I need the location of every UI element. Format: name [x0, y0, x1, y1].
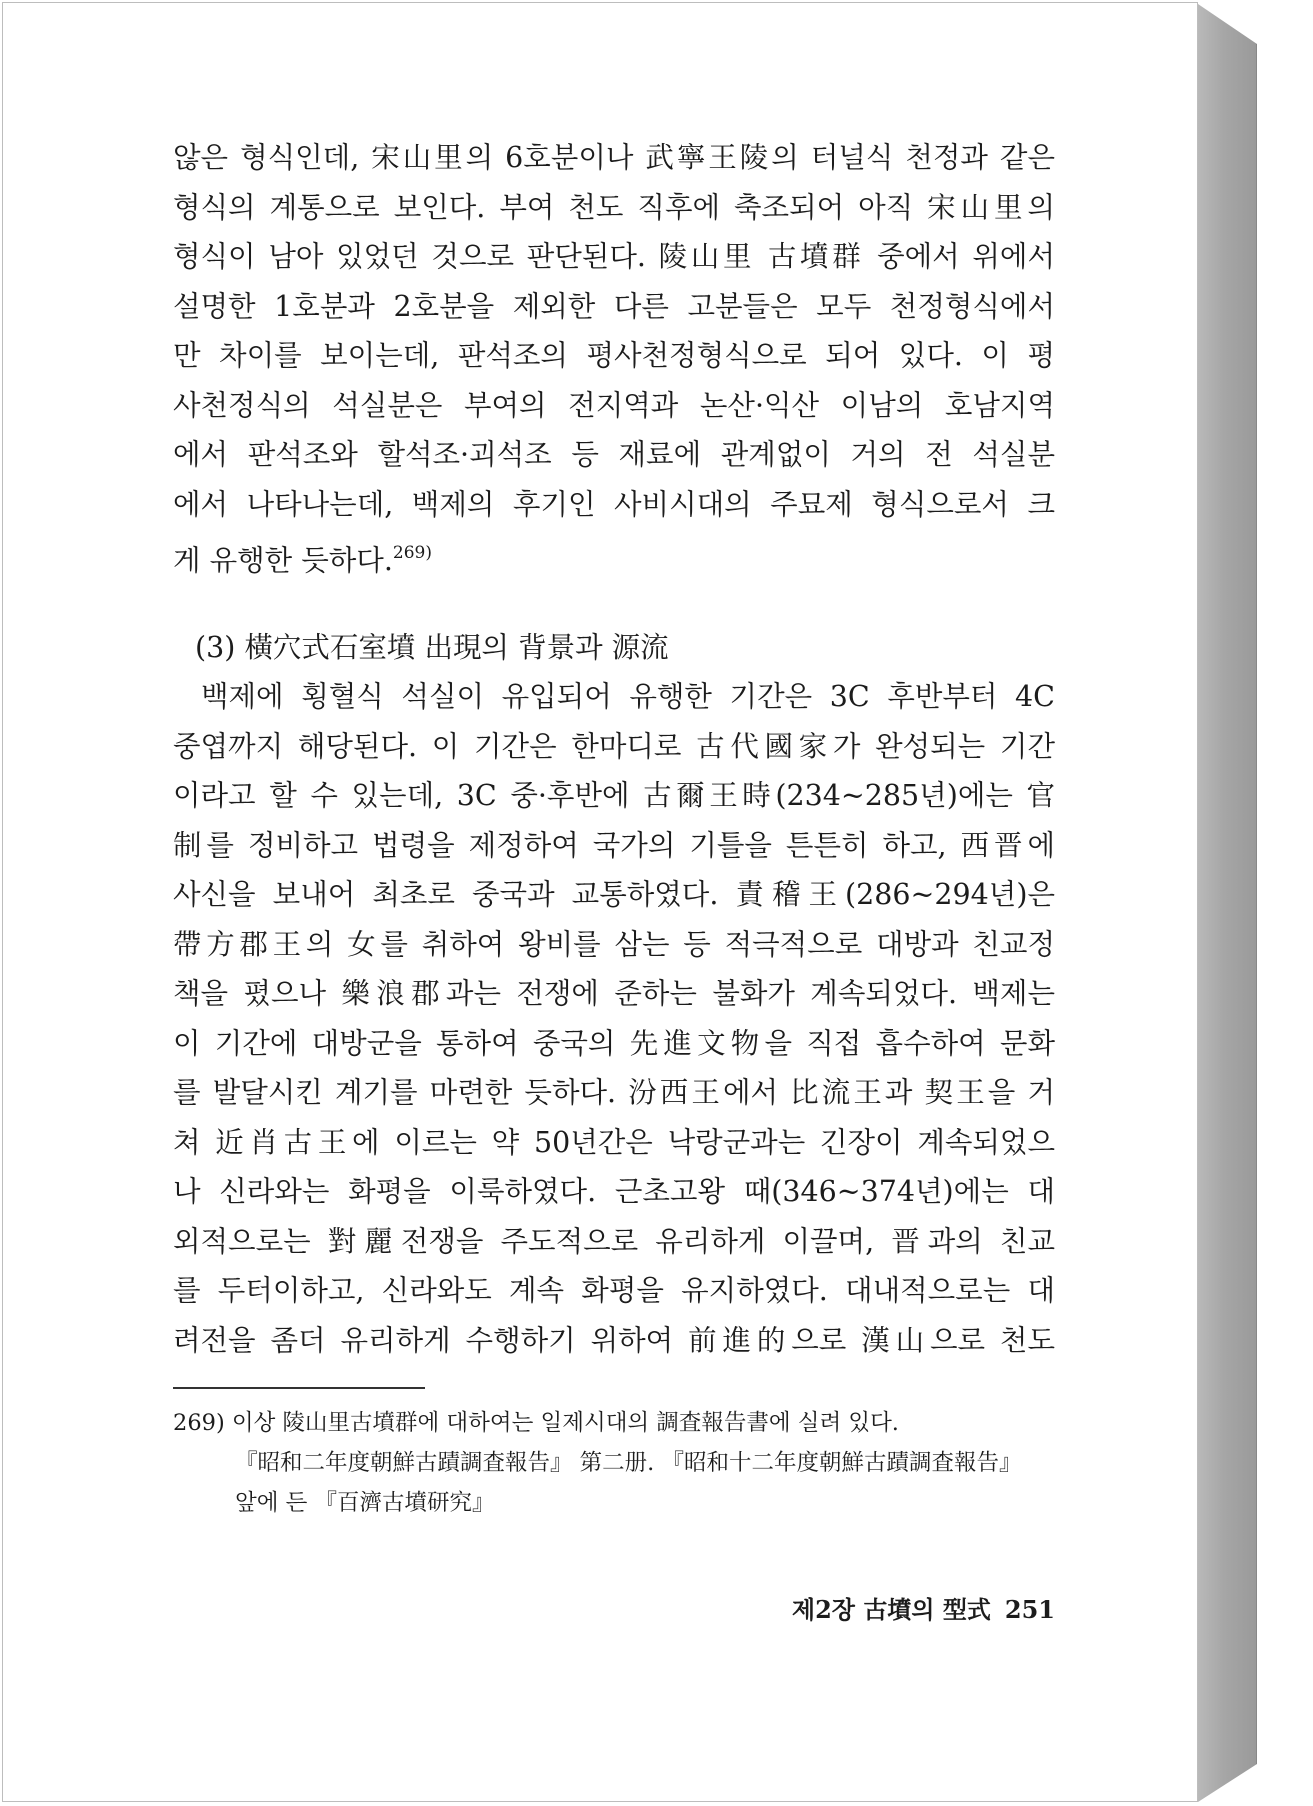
footnote-number: 269): [173, 1410, 225, 1436]
text-line: 책을 폈으나 樂浪郡과는 전쟁에 준하는 불화가 계속되었다. 백제는: [173, 977, 1055, 1010]
running-footer: [743, 1590, 1055, 1625]
text-line: 형식이 남아 있었던 것으로 판단된다. 陵山里 古墳群 중에서 위에서: [173, 240, 1055, 273]
text-line: 를 발달시킨 계기를 마련한 듯하다. 汾西王에서 比流王과 契王을 거: [173, 1076, 1055, 1109]
text-line: 않은 형식인데, 宋山里의 6호분이나 武寧王陵의 터널식 천정과 같은: [173, 141, 1055, 174]
text-line: 사신을 보내어 최초로 중국과 교통하였다. 責稽王(286~294년)은: [173, 878, 1055, 911]
page-number: 251: [1004, 1595, 1055, 1624]
text-line: 설명한 1호분과 2호분을 제외한 다른 고분들은 모두 천정형식에서: [173, 289, 1055, 323]
footnote-line-3: 앞에 든 『百濟古墳研究』: [235, 1490, 495, 1516]
text-line: 쳐 近肖古王에 이르는 약 50년간은 낙랑군과는 긴장이 계속되었으: [173, 1125, 1055, 1159]
text-line: 형식의 계통으로 보인다. 부여 천도 직후에 축조되어 아직 宋山里의: [173, 190, 1055, 224]
text-line: 를 두터이하고, 신라와도 계속 화평을 유지하였다. 대내적으로는 대: [173, 1274, 1055, 1307]
text-line: 制를 정비하고 법령을 제정하여 국가의 기틀을 튼튼히 하고, 西晋에: [173, 828, 1055, 862]
text-line: 려전을 좀더 유리하게 수행하기 위하여 前進的으로 漢山으로 천도: [173, 1323, 1055, 1357]
text-line: 만 차이를 보이는데, 판석조의 평사천정형식으로 되어 있다. 이 평: [173, 339, 1055, 372]
paragraph-2: [173, 672, 1055, 1365]
text-line: 帶方郡王의 女를 취하여 왕비를 삼는 등 적극적으로 대방과 친교정: [173, 927, 1055, 961]
text-line: 중엽까지 해당된다. 이 기간은 한마디로 古代國家가 완성되는 기간: [173, 729, 1055, 763]
text-line: 이라고 할 수 있는데, 3C 중·후반에 古爾王時(234~285년)에는 官: [173, 779, 1055, 812]
footnote-divider: [173, 1387, 425, 1389]
text-line: 이 기간에 대방군을 통하여 중국의 先進文物을 직접 흡수하여 문화: [173, 1026, 1055, 1060]
text-line: 외적으로는 對麗전쟁을 주도적으로 유리하게 이끌며, 晋과의 친교: [173, 1224, 1055, 1258]
text-line: 에서 나타나는데, 백제의 후기인 사비시대의 주묘제 형식으로서 크: [173, 487, 1055, 521]
text-line: 에서 판석조와 할석조·괴석조 등 재료에 관계없이 거의 전 석실분: [173, 438, 1055, 471]
footnote-reference: 269): [392, 543, 432, 563]
paragraph-1: [173, 133, 1055, 579]
page-content: [173, 133, 1055, 1523]
page-sheet: [2, 2, 1198, 1802]
section-heading: (3) 橫穴式石室墳 出現의 背景과 源流: [195, 630, 669, 664]
footnote-text: 이상 陵山里古墳群에 대하여는 일제시대의 調査報告書에 실려 있다.: [231, 1410, 899, 1436]
footnote-line-2: 『昭和二年度朝鮮古蹟調査報告』 第二册. 『昭和十二年度朝鮮古蹟調査報告』: [235, 1450, 1022, 1476]
footnote-block: [173, 1403, 1055, 1523]
text-line-content: 게 유행한 듯하다.: [173, 544, 393, 577]
book-spine-edge: [1198, 4, 1257, 1802]
text-line: 백제에 횡혈식 석실이 유입되어 유행한 기간은 3C 후반부터 4C: [201, 680, 1055, 713]
text-line: 나 신라와는 화평을 이룩하였다. 근초고왕 때(346~374년)에는 대: [173, 1175, 1055, 1208]
text-line: 사천정식의 석실분은 부여의 전지역과 논산·익산 이남의 호남지역: [173, 388, 1055, 422]
chapter-title: 제2장 古墳의 型式: [791, 1595, 991, 1624]
footnote-line-1: [173, 1403, 1055, 1443]
text-line-last: [173, 529, 1055, 579]
